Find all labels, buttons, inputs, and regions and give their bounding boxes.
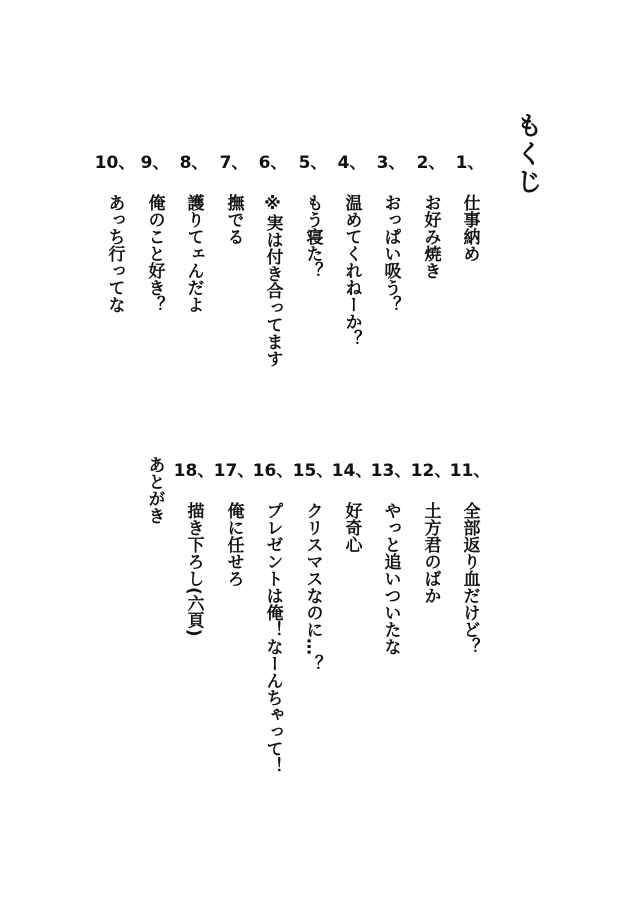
entry-label: プレゼントは俺！なーんちゃって！ (262, 502, 283, 774)
entry-label: 全部返り血だけど？ (459, 502, 480, 655)
entry-label: クリスマスなのに…？ (302, 502, 323, 672)
toc-entry (176, 148, 212, 313)
toc-entry (255, 148, 291, 367)
toc-entry (213, 456, 255, 587)
entry-label: 温めてくれねーか？ (341, 194, 362, 347)
entry-label: 土方君のばか (420, 502, 441, 604)
entry-number: 13、 (370, 461, 412, 481)
toc-entry (173, 456, 215, 637)
toc-entry (449, 456, 491, 655)
entry-label: ※実は付き合ってます (262, 194, 283, 367)
toc-entry (334, 148, 370, 347)
entry-number: 2、 (416, 153, 446, 173)
entry-label: もう寝た？ (302, 194, 323, 279)
entry-number: 12、 (410, 461, 452, 481)
entry-number: 11、 (449, 461, 491, 481)
entry-number: 17、 (213, 461, 255, 481)
entry-label: あとがき (144, 456, 165, 524)
entry-label: やっと追いついたな (380, 502, 401, 655)
entry-number: 15、 (292, 461, 334, 481)
entry-number: 18、 (173, 461, 215, 481)
toc-entry (410, 456, 452, 604)
toc-entry (252, 456, 294, 774)
toc-entry (373, 148, 409, 313)
entry-label: 撫でる (223, 194, 244, 245)
entry-label: 護りてェんだよ (183, 194, 204, 313)
entry-number: 5、 (298, 153, 328, 173)
entry-number: 6、 (258, 153, 288, 173)
toc-entry (452, 148, 488, 262)
entry-number: 4、 (337, 153, 367, 173)
entry-label: 俺のこと好き？ (144, 194, 165, 313)
page-title: もくじ (512, 112, 542, 197)
toc-entry (331, 456, 373, 553)
entry-label: 仕事納め (459, 194, 480, 262)
entry-label: おっぱい吸う？ (380, 194, 401, 313)
entry-label: お好み焼き (420, 194, 441, 279)
toc-entry (94, 148, 136, 313)
toc-entry (292, 456, 334, 672)
entry-label: 俺に任せろ (223, 502, 244, 587)
entry-number: 14、 (331, 461, 373, 481)
toc-entry (216, 148, 252, 245)
entry-number: 8、 (179, 153, 209, 173)
entry-number: 10、 (94, 153, 136, 173)
entry-number: 3、 (376, 153, 406, 173)
entry-label: あっち行ってな (104, 194, 125, 313)
toc-entry (413, 148, 449, 279)
toc-entry (137, 148, 173, 313)
toc-entry (295, 148, 331, 279)
entry-number: 1、 (455, 153, 485, 173)
entry-label: 好奇心 (341, 502, 362, 553)
entry-number: 9、 (140, 153, 170, 173)
toc-entry-afterword (137, 456, 173, 524)
entry-label: 描き下ろし(六頁) (183, 502, 204, 637)
toc-entry (370, 456, 412, 655)
entry-number: 7、 (219, 153, 249, 173)
entry-number: 16、 (252, 461, 294, 481)
